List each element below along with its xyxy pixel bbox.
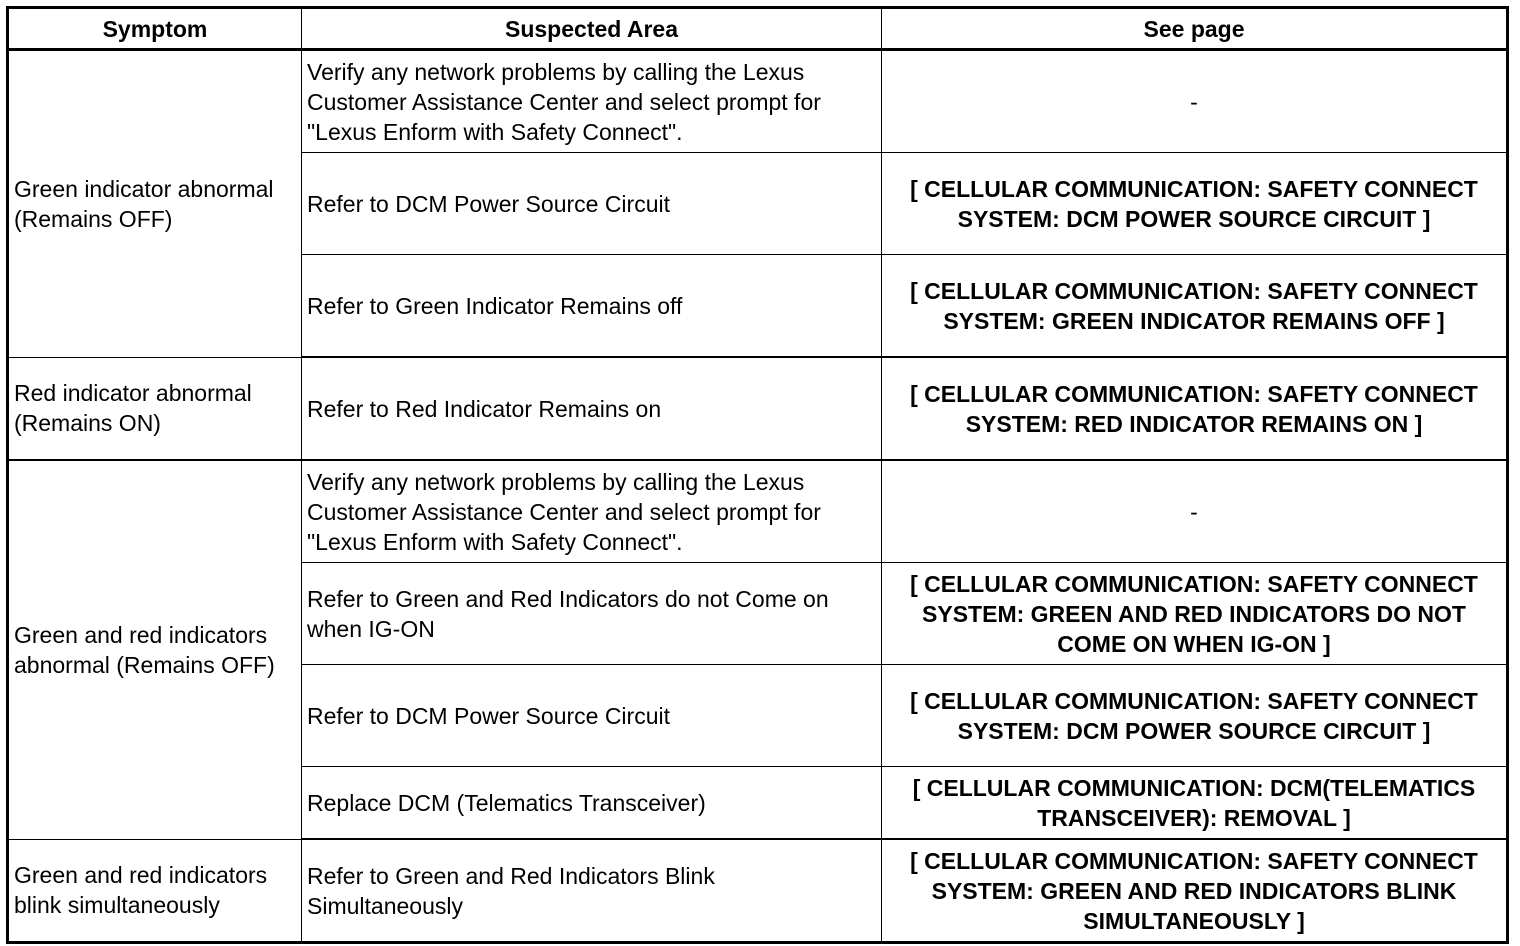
suspected-area-cell: Verify any network problems by calling the Lexus Customer Assistance Center and select prompt for "Lexus Enform with Safety Connect". [302,50,882,153]
see-page-link[interactable]: [ CELLULAR COMMUNICATION: SAFETY CONNECT SYSTEM: GREEN AND RED INDICATORS BLINK SIMULTANEOUSLY ] [882,839,1508,943]
table-row [8,357,1508,460]
see-page-link[interactable]: [ CELLULAR COMMUNICATION: SAFETY CONNECT SYSTEM: DCM POWER SOURCE CIRCUIT ] [882,665,1508,767]
symptom-cell: Green indicator abnormal (Remains OFF) [8,50,302,358]
symptom-cell: Red indicator abnormal (Remains ON) [8,357,302,460]
see-page-link[interactable]: [ CELLULAR COMMUNICATION: SAFETY CONNECT SYSTEM: GREEN INDICATOR REMAINS OFF ] [882,255,1508,358]
problem-symptoms-table [6,6,1509,944]
see-page-link[interactable]: [ CELLULAR COMMUNICATION: SAFETY CONNECT SYSTEM: RED INDICATOR REMAINS ON ] [882,357,1508,460]
header-suspected-area: Suspected Area [302,8,882,50]
see-page-link[interactable]: [ CELLULAR COMMUNICATION: SAFETY CONNECT SYSTEM: GREEN AND RED INDICATORS DO NOT COME ON WHEN IG-ON ] [882,563,1508,665]
suspected-area-cell: Refer to DCM Power Source Circuit [302,153,882,255]
table-row [8,50,1508,153]
see-page-cell: - [882,460,1508,563]
suspected-area-cell: Refer to Green Indicator Remains off [302,255,882,358]
suspected-area-cell: Replace DCM (Telematics Transceiver) [302,767,882,840]
suspected-area-cell: Refer to Red Indicator Remains on [302,357,882,460]
header-row [8,8,1508,50]
table-row [8,460,1508,563]
see-page-link[interactable]: [ CELLULAR COMMUNICATION: SAFETY CONNECT SYSTEM: DCM POWER SOURCE CIRCUIT ] [882,153,1508,255]
symptom-cell: Green and red indicators blink simultaneously [8,839,302,943]
symptom-cell: Green and red indicators abnormal (Remains OFF) [8,460,302,839]
table-row [8,839,1508,943]
suspected-area-cell: Refer to Green and Red Indicators do not Come on when IG-ON [302,563,882,665]
suspected-area-cell: Refer to DCM Power Source Circuit [302,665,882,767]
suspected-area-cell: Refer to Green and Red Indicators Blink Simultaneously [302,839,882,943]
suspected-area-cell: Verify any network problems by calling the Lexus Customer Assistance Center and select prompt for "Lexus Enform with Safety Connect". [302,460,882,563]
header-symptom: Symptom [8,8,302,50]
see-page-cell: - [882,50,1508,153]
header-see-page: See page [882,8,1508,50]
see-page-link[interactable]: [ CELLULAR COMMUNICATION: DCM(TELEMATICS TRANSCEIVER): REMOVAL ] [882,767,1508,840]
